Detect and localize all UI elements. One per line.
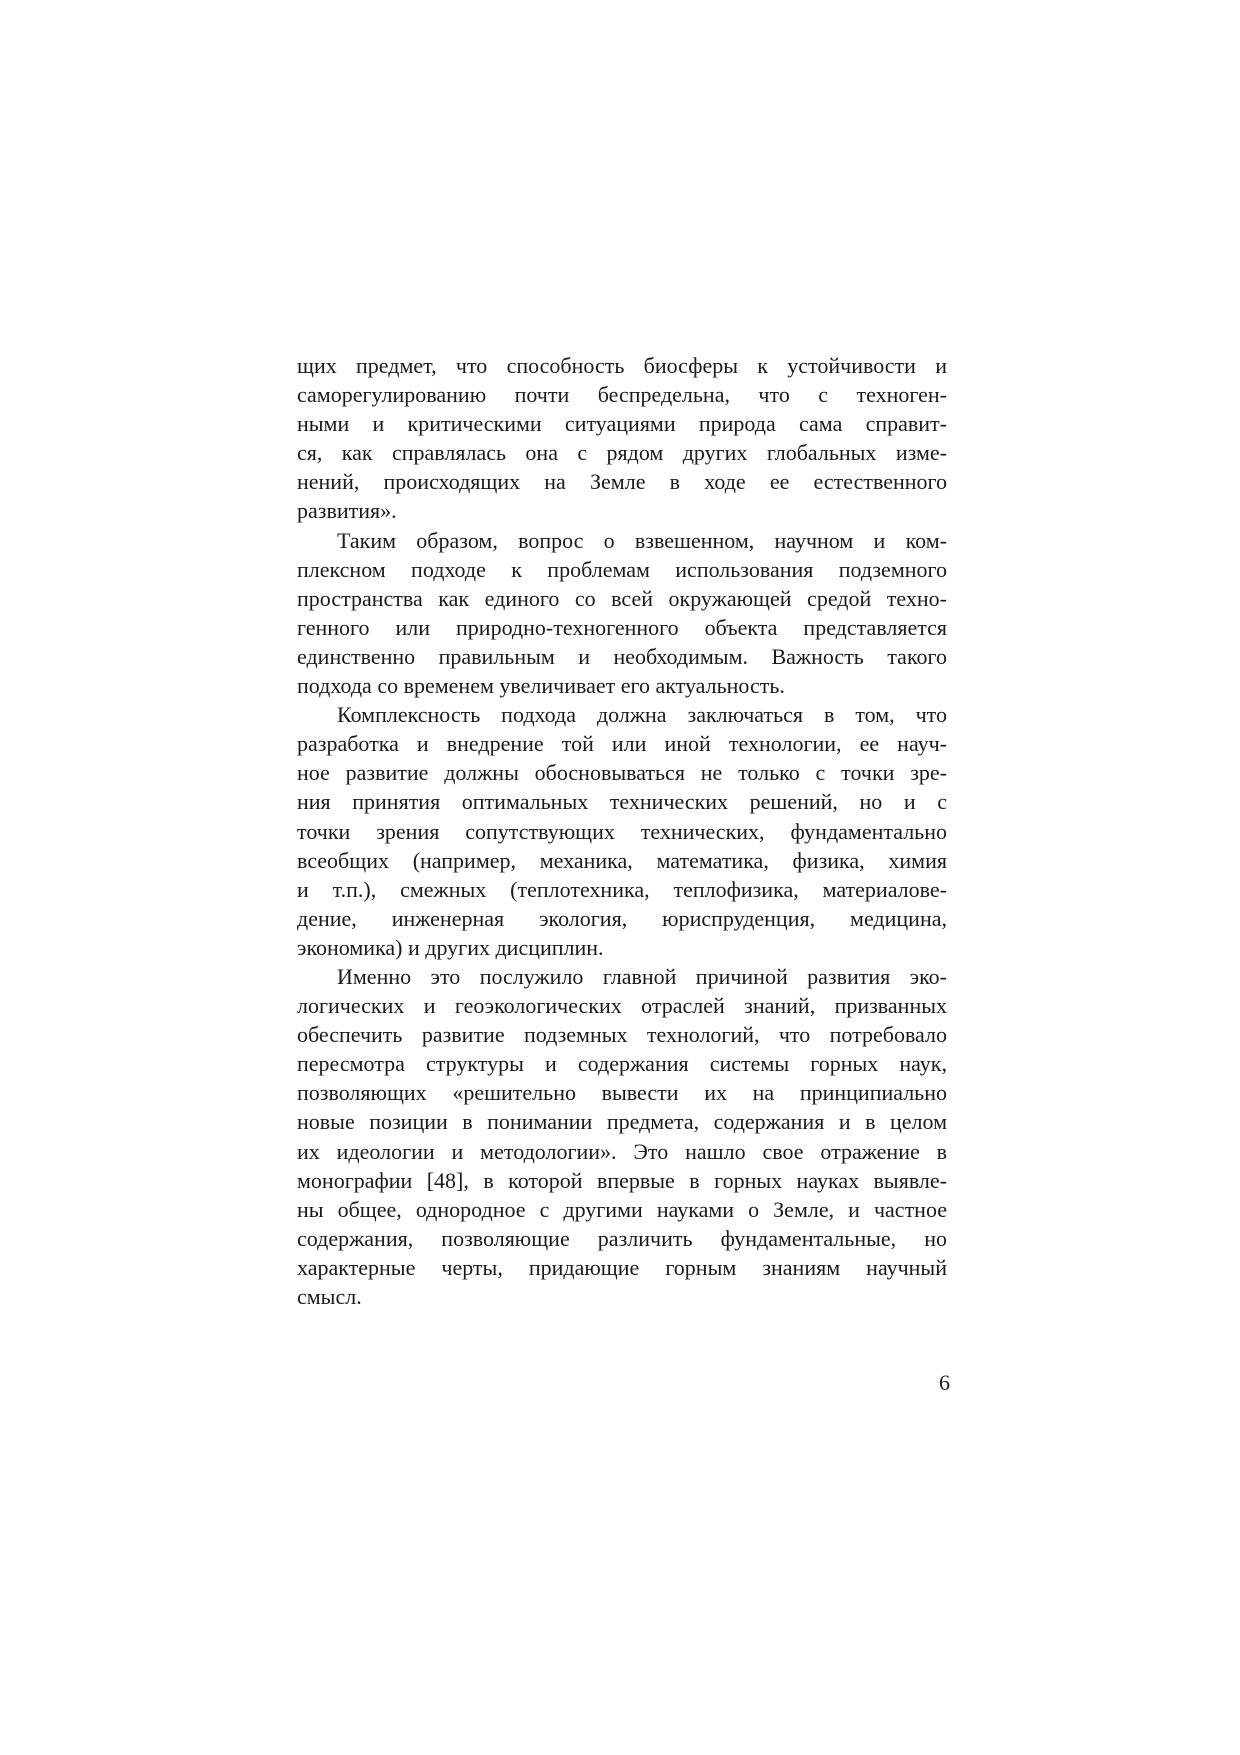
text-line: ное развитие должны обосновываться не только с точки зре-	[297, 760, 947, 786]
text-line: плексном подходе к проблемам использования подземного	[297, 556, 947, 582]
text-line: содержания, позволяющие различить фундаментальные, но	[297, 1225, 947, 1251]
text-line: характерные черты, придающие горным знаниям научный	[297, 1254, 947, 1280]
text-line: Именно это послужило главной причиной развития эко-	[337, 963, 947, 989]
text-line: их идеологии и методологии». Это нашло свое отражение в	[297, 1138, 947, 1164]
text-line: смысл.	[297, 1284, 362, 1309]
text-line: щих предмет, что способность биосферы к устойчивости и	[297, 353, 947, 378]
text-line: логических и геоэкологических отраслей знаний, призванных	[297, 993, 947, 1019]
body-text	[297, 351, 947, 1311]
page-number: 6	[939, 1370, 950, 1395]
text-line: Комплексность подхода должна заключаться в том, что	[337, 702, 947, 728]
text-line: и т.п.), смежных (теплотехника, теплофизика, материалове-	[297, 876, 947, 902]
paragraph-1	[297, 351, 947, 526]
paragraph-4	[297, 962, 947, 1311]
text-line: подхода со временем увеличивает его актуальность.	[297, 673, 785, 699]
text-line: дение, инженерная экология, юриспруденция, медицина,	[297, 905, 947, 931]
paragraph-2	[297, 526, 947, 701]
text-line: разработка и внедрение той или иной технологии, ее науч-	[297, 731, 947, 757]
text-line: новые позиции в понимании предмета, содержания и в целом	[297, 1109, 947, 1135]
text-line: позволяющих «решительно вывести их на принципиально	[297, 1080, 947, 1106]
text-line: пересмотра структуры и содержания системы горных наук,	[297, 1051, 947, 1077]
text-line: ными и критическими ситуациями природа сама справит-	[297, 411, 947, 437]
text-line: точки зрения сопутствующих технических, фундаментально	[297, 818, 947, 844]
text-line: ния принятия оптимальных технических решений, но и с	[297, 789, 947, 815]
text-line: единственно правильным и необходимым. Важность такого	[297, 643, 947, 669]
text-line: пространства как единого со всей окружающей средой техно-	[297, 585, 947, 611]
text-line: развития».	[297, 498, 397, 524]
text-line: саморегулированию почти беспредельна, что с техноген-	[297, 382, 947, 408]
text-line: Таким образом, вопрос о взвешенном, научном и ком-	[337, 527, 947, 553]
text-line: генного или природно-техногенного объекта представляется	[297, 614, 947, 640]
text-line: обеспечить развитие подземных технологий, что потребовало	[297, 1022, 947, 1048]
text-line: нений, происходящих на Земле в ходе ее естественного	[297, 469, 947, 495]
text-line: ся, как справлялась она с рядом других глобальных изме-	[297, 440, 947, 466]
text-line: ны общее, однородное с другими науками о Земле, и частное	[297, 1196, 947, 1222]
text-line: монографии [48], в которой впервые в горных науках выявле-	[297, 1167, 947, 1193]
paragraph-3	[297, 700, 947, 962]
text-line: экономика) и других дисциплин.	[297, 934, 604, 960]
text-line: всеобщих (например, механика, математика, физика, химия	[297, 847, 947, 873]
